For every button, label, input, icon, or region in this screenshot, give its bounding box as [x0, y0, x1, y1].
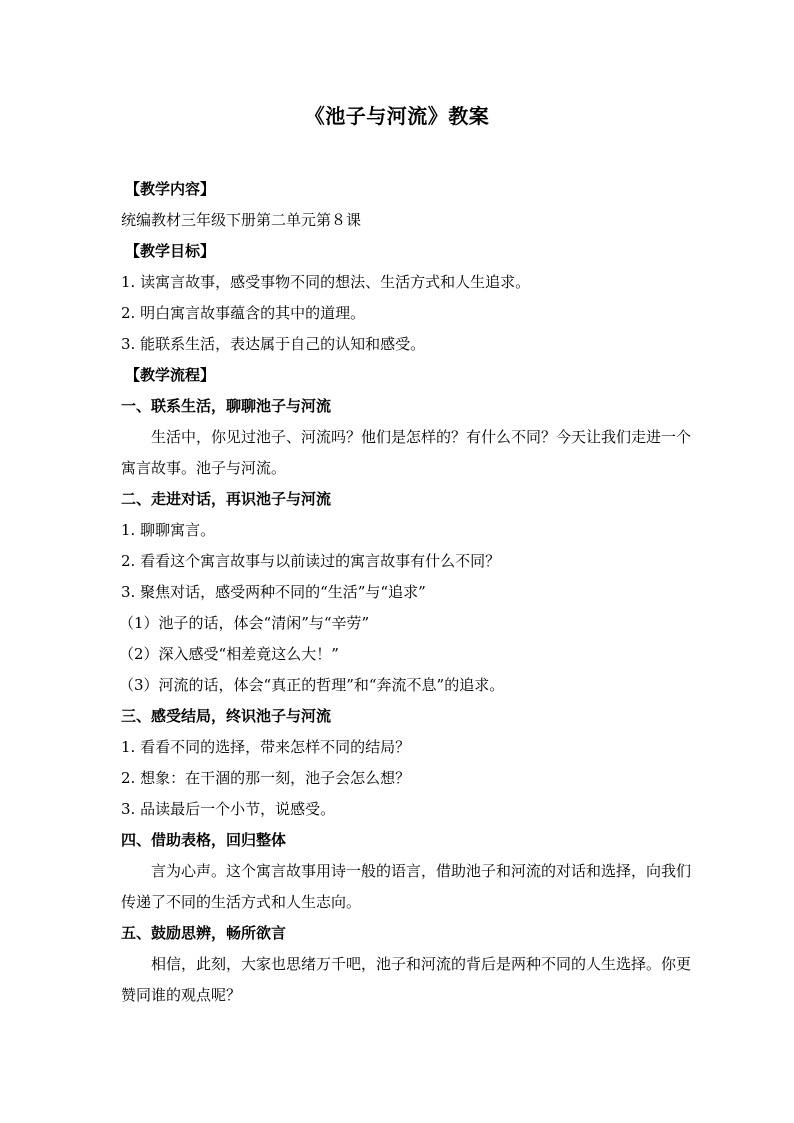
section-2-item: 1. 聊聊寓言。	[121, 521, 216, 539]
document-body	[121, 174, 701, 1011]
section-2-subitem: （1）池子的话，体会“清闲”与“辛劳”	[119, 614, 370, 632]
section-4-paragraph: 言为心声。这个寓言故事用诗一般的语言，借助池子和河流的对话和选择，向我们传递了不同的生活方式和人生志向。	[121, 862, 692, 911]
section-5-title: 五、鼓励思辨，畅所欲言	[121, 924, 287, 942]
teaching-content-text: 统编教材三年级下册第二单元第８课	[121, 211, 362, 229]
document-title: 《池子与河流》教案	[304, 104, 490, 128]
section-3-item: 2. 想象：在干涸的那一刻，池子会怎么想？	[121, 769, 411, 787]
section-1-title: 一、联系生活，聊聊池子与河流	[121, 397, 332, 415]
heading-teaching-content: 【教学内容】	[125, 180, 216, 198]
section-2-subitem: （2）深入感受“相差竟这么大！”	[119, 645, 339, 663]
section-2-subitem: （3）河流的话，体会“真正的哲理”和“奔流不息”的追求。	[119, 676, 505, 694]
section-3-title: 三、感受结局，终识池子与河流	[121, 707, 332, 725]
goal-item: 1. 读寓言故事，感受事物不同的想法、生活方式和人生追求。	[121, 273, 531, 291]
section-5-paragraph: 相信，此刻，大家也思绪万千吧，池子和河流的背后是两种不同的人生选择。你更赞同谁的观点呢？	[121, 955, 692, 1004]
goal-item: 3. 能联系生活，表达属于自己的认知和感受。	[121, 335, 426, 353]
section-2-item: 3. 聚焦对话，感受两种不同的“生活”与“追求”	[121, 583, 426, 601]
section-2-item: 2. 看看这个寓言故事与以前读过的寓言故事有什么不同？	[121, 552, 501, 570]
section-1-paragraph: 生活中，你见过池子、河流吗？他们是怎样的？有什么不同？今天让我们走进一个寓言故事。池子与河流。	[121, 428, 692, 477]
heading-teaching-process: 【教学流程】	[125, 366, 216, 384]
section-3-item: 3. 品读最后一个小节，说感受。	[121, 800, 336, 818]
section-4-title: 四、借助表格，回归整体	[121, 831, 287, 849]
section-3-item: 1. 看看不同的选择，带来怎样不同的结局？	[121, 738, 411, 756]
section-2-title: 二、走进对话，再识池子与河流	[121, 490, 332, 508]
heading-teaching-goals: 【教学目标】	[125, 242, 216, 260]
goal-item: 2. 明白寓言故事蕴含的其中的道理。	[121, 304, 366, 322]
